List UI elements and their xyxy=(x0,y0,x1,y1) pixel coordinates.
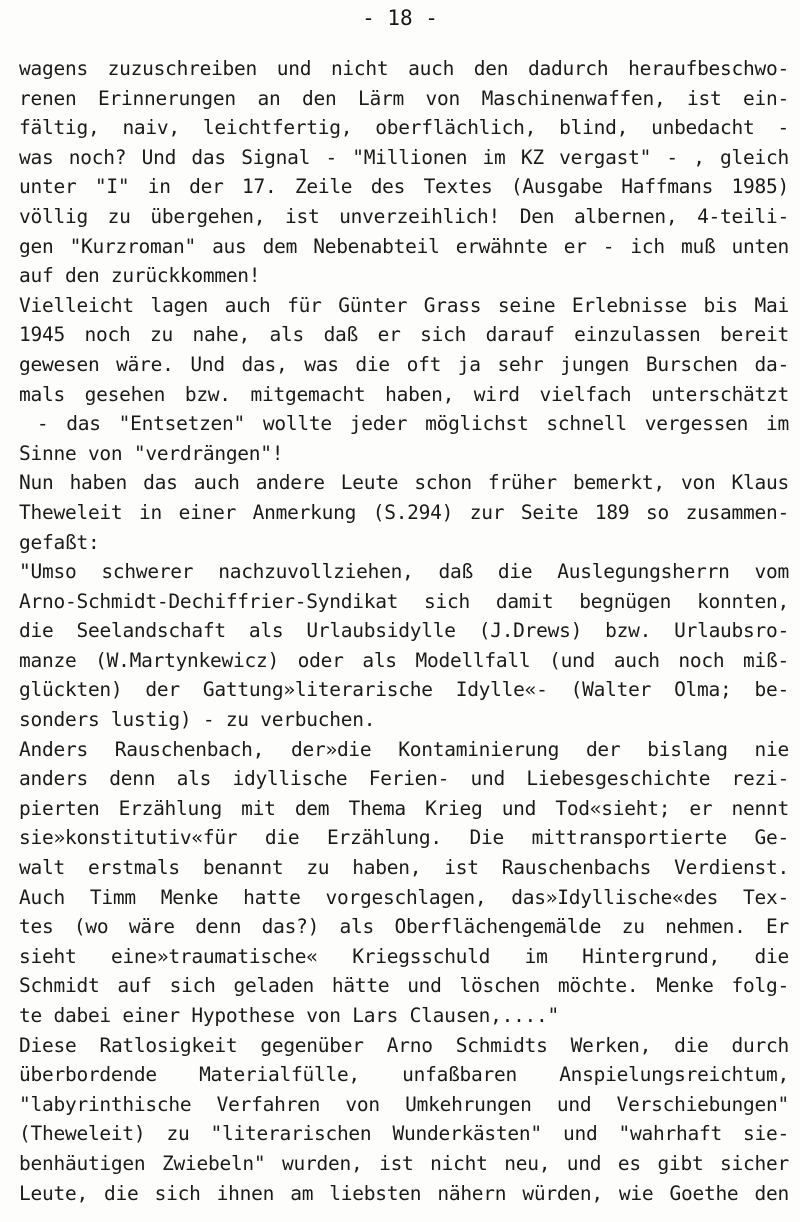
text-line: 1945 noch zu nahe, als daß er sich darauf einzulassen bereit xyxy=(19,323,789,347)
text-line: die Seelandschaft als Urlaubsidylle (J.Drews) bzw. Urlaubsro- xyxy=(19,619,789,643)
text-line: pierten Erzählung mit dem Thema Krieg und Tod«sieht; er nennt xyxy=(19,796,789,820)
text-line: gefaßt: xyxy=(19,530,100,554)
text-line: unter "I" in der 17. Zeile des Textes (Ausgabe Haffmans 1985) xyxy=(19,175,789,199)
text-line: was noch? Und das Signal - "Millionen im KZ vergast" - , gleich xyxy=(19,145,789,169)
text-line: Vielleicht lagen auch für Günter Grass seine Erlebnisse bis Mai xyxy=(19,293,789,317)
text-line: Anders Rauschenbach, der»die Kontaminierung der bislang nie xyxy=(19,737,789,761)
text-line: benhäutigen Zwiebeln" wurden, ist nicht neu, und es gibt sicher xyxy=(19,1151,789,1175)
text-line: Schmidt auf sich geladen hätte und löschen möchte. Menke folg- xyxy=(19,974,789,998)
text-line: "labyrinthische Verfahren von Umkehrungen und Verschiebungen" xyxy=(19,1092,789,1116)
text-line: Diese Ratlosigkeit gegenüber Arno Schmidts Werken, die durch xyxy=(19,1033,789,1057)
text-line: gewesen wäre. Und das, was die oft ja sehr jungen Burschen da- xyxy=(19,352,789,376)
text-line: "Umso schwerer nachzuvollziehen, daß die Auslegungsherrn vom xyxy=(19,560,789,584)
text-line: manze (W.Martynkewicz) oder als Modellfall (und auch noch miß- xyxy=(19,648,789,672)
text-line: Leute, die sich ihnen am liebsten nähern würden, wie Goethe den xyxy=(19,1181,789,1205)
text-line: Theweleit in einer Anmerkung (S.294) zur Seite 189 so zusammen- xyxy=(19,500,789,524)
text-line: renen Erinnerungen an den Lärm von Maschinenwaffen, ist ein- xyxy=(19,86,789,110)
text-line: anders denn als idyllische Ferien- und Liebesgeschichte rezi- xyxy=(19,767,789,791)
text-line: te dabei einer Hypothese von Lars Clausen,...." xyxy=(19,1004,560,1027)
text-line: sie»konstitutiv«für die Erzählung. Die mittransportierte Ge- xyxy=(19,826,789,850)
text-line: sieht eine»traumatische« Kriegsschuld im Hintergrund, die xyxy=(19,944,789,968)
text-line: auf den zurückkommen! xyxy=(19,264,261,288)
text-line: sonders lustig) - zu verbuchen. xyxy=(19,708,376,732)
text-line: Sinne von "verdrängen"! xyxy=(19,441,284,465)
text-line: völlig zu übergehen, ist unverzeihlich! Den albernen, 4-teili- xyxy=(19,204,789,228)
text-line: glückten) der Gattung»literarische Idylle«- (Walter Olma; be- xyxy=(19,678,789,702)
text-line: Auch Timm Menke hatte vorgeschlagen, das»Idyllische«des Tex- xyxy=(19,885,789,909)
body-text xyxy=(19,54,789,1208)
text-line: fältig, naiv, leichtfertig, oberflächlich, blind, unbedacht - xyxy=(19,116,789,140)
text-line: tes (wo wäre denn das?) als Oberflächengemälde zu nehmen. Er xyxy=(19,915,789,939)
text-line: mals gesehen bzw. mitgemacht haben, wird vielfach unterschätzt xyxy=(19,382,789,406)
text-line: - das "Entsetzen" wollte jeder möglichst schnell vergessen im xyxy=(19,412,789,436)
text-line: gen "Kurzroman" aus dem Nebenabteil erwähnte er - ich muß unten xyxy=(19,234,789,258)
text-line: Arno-Schmidt-Dechiffrier-Syndikat sich damit begnügen konnten, xyxy=(19,589,789,613)
page-number: - 18 - xyxy=(362,6,438,30)
text-line: wagens zuzuschreiben und nicht auch den dadurch heraufbeschwo- xyxy=(19,57,789,80)
text-line: überbordende Materialfülle, unfaßbaren Anspielungsreichtum, xyxy=(19,1063,789,1087)
text-line: Nun haben das auch andere Leute schon früher bemerkt, von Klaus xyxy=(19,471,789,495)
text-line: walt erstmals benannt zu haben, ist Rauschenbachs Verdienst. xyxy=(19,856,789,880)
text-line: (Theweleit) zu "literarischen Wunderkästen" und "wahrhaft sie- xyxy=(19,1122,789,1146)
